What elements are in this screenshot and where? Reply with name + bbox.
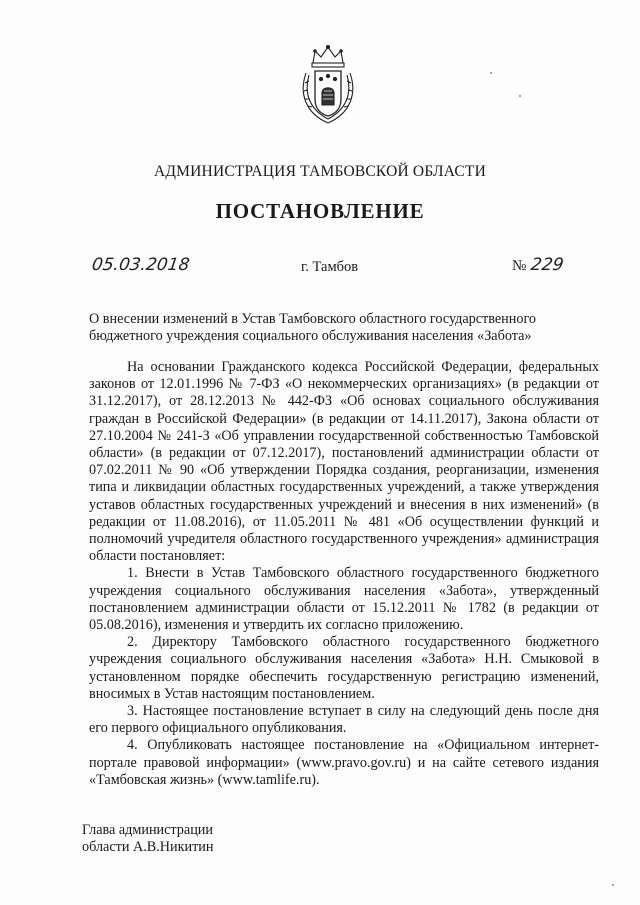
body-paragraph-item-2: 2. Директору Тамбовского областного государственного бюджетного учреждения социального обслуживания населения «Забота» Н.Н. Смыковой в установленном порядке обеспечить государственную регистрацию изменений, вносимых в Устав настоящим постановлением. — [89, 634, 599, 702]
body-paragraph-preamble: На основании Гражданского кодекса Российской Федерации, федеральных законов от 12.01.1996 № 7-ФЗ «О некоммерческих организациях» (в редакции от 31.12.2017), от 28.12.2013 № 442-ФЗ «Об основах социального обслуживания граждан в Российской Федерации» (в редакции от 14.11.2017), Закона области от 27.10.2004 № 241-З «Об управлении государственной собственностью Тамбовской области» (в редакции от 07.12.2017), постановлений администрации области от 07.02.2011 № 90 «Об утверждении Порядка создания, реорганизации, изменения типа и ликвидации областных государственных учреждений, а также утверждения уставов областных государственных учреждений и внесения в них изменений» (в редакции от 11.08.2016), от 11.05.2011 № 481 «Об осуществлении функций и полномочий учредителя областного государственного учреждения» администрация области постановляет: — [89, 359, 599, 565]
document-subject: О внесении изменений в Устав Тамбовского областного государственного бюджетного учреждения социального обслуживания населения «Забота» — [89, 311, 536, 344]
body-paragraph-item-3: 3. Настоящее постановление вступает в силу на следующий день после дня его первого официального опубликования. — [89, 703, 599, 737]
coat-of-arms-icon — [297, 43, 359, 125]
scan-speck — [519, 95, 521, 97]
organization-title: АДМИНИСТРАЦИЯ ТАМБОВСКОЙ ОБЛАСТИ — [154, 163, 486, 180]
signature-block — [82, 822, 213, 856]
document-type-heading: ПОСТАНОВЛЕНИЕ — [215, 199, 425, 223]
signature-name: области А.В.Никитин — [82, 839, 214, 855]
body-paragraph-item-1: 1. Внести в Устав Тамбовского областного государственного бюджетного учреждения социального обслуживания населения «Забота», утвержденный постановлением администрации области от 15.12.2011 № 1782 (в редакции от 05.08.2016), изменения и утвердить их согласно приложению. — [89, 565, 599, 634]
scan-speck — [490, 72, 492, 74]
document-date: 05.03.2018 — [90, 255, 191, 275]
signature-title: Глава администрации — [82, 822, 213, 838]
document-number: 229 — [529, 255, 565, 275]
scan-speck — [612, 884, 614, 886]
number-label: № — [512, 258, 527, 274]
body-paragraph-item-4: 4. Опубликовать настоящее постановление на «Официальном интернет-портале правовой информации» (www.pravo.gov.ru) и на сайте сетевого издания «Тамбовская жизнь» (www.tamlife.ru). — [89, 737, 599, 788]
document-body — [89, 359, 599, 789]
document-city: г. Тамбов — [301, 259, 359, 275]
